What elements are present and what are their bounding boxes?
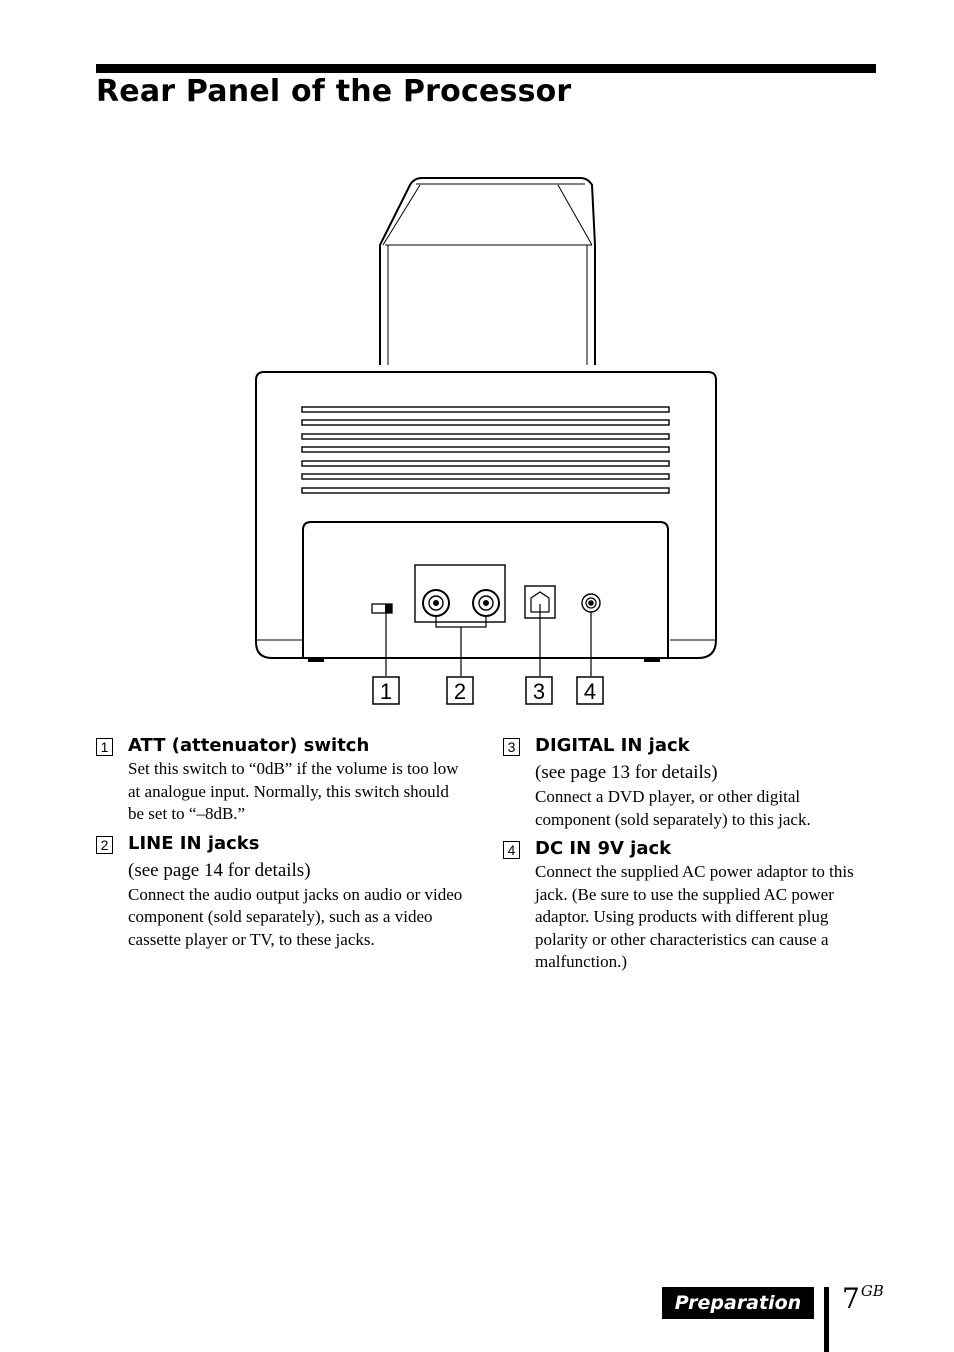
- item-body: Set this switch to “0dB” if the volume is too low at analogue input. Normally, this switch should be set to “–8dB.”: [128, 759, 459, 823]
- item-att-switch: [96, 734, 466, 826]
- item-dc-in-jack: [503, 837, 873, 974]
- item-body: Connect the audio output jacks on audio or video component (sold separately), such as a video cassette player or TV, to these jacks.: [128, 884, 463, 949]
- top-housing: [380, 178, 595, 365]
- page-number-value: 7: [842, 1282, 860, 1315]
- callout-4: 4: [583, 679, 597, 704]
- item-body: Connect the supplied AC power adaptor to this jack. (Be sure to use the supplied AC power adaptor. Using products with different plug polarity or other characteristics can cause a malfunction.): [535, 862, 854, 971]
- line-in-jacks: [415, 565, 505, 622]
- footer-rule: [824, 1287, 829, 1352]
- description-column-left: [96, 734, 466, 957]
- callout-1: 1: [379, 679, 393, 704]
- description-column-right: [503, 734, 873, 980]
- top-rule: [96, 64, 876, 73]
- callout-2: 2: [453, 679, 467, 704]
- item-number: 2: [96, 836, 113, 854]
- item-page-reference: (see page 13 for details): [535, 762, 718, 783]
- item-body: Connect a DVD player, or other digital component (sold separately) to this jack.: [535, 787, 811, 829]
- page-title: Rear Panel of the Processor: [96, 74, 572, 109]
- item-heading: ATT (attenuator) switch: [128, 735, 370, 756]
- item-page-reference: (see page 14 for details): [128, 859, 311, 881]
- dc-in-jack: [582, 594, 600, 612]
- page-number-suffix: GB: [860, 1282, 884, 1300]
- callout-3: 3: [532, 679, 546, 704]
- item-number: 4: [503, 841, 520, 859]
- item-heading: LINE IN jacks: [128, 832, 260, 854]
- item-digital-in-jack: [503, 734, 873, 831]
- section-tab: Preparation: [662, 1287, 814, 1319]
- att-switch: [372, 604, 392, 613]
- item-heading: DIGITAL IN jack: [535, 735, 690, 756]
- item-heading: DC IN 9V jack: [535, 838, 672, 859]
- item-line-in-jacks: [96, 832, 466, 952]
- item-number: 1: [96, 738, 113, 756]
- rear-panel-illustration: [240, 170, 740, 715]
- vent-slots: [302, 407, 669, 493]
- item-number: 3: [503, 738, 520, 756]
- page-number: [842, 1282, 884, 1315]
